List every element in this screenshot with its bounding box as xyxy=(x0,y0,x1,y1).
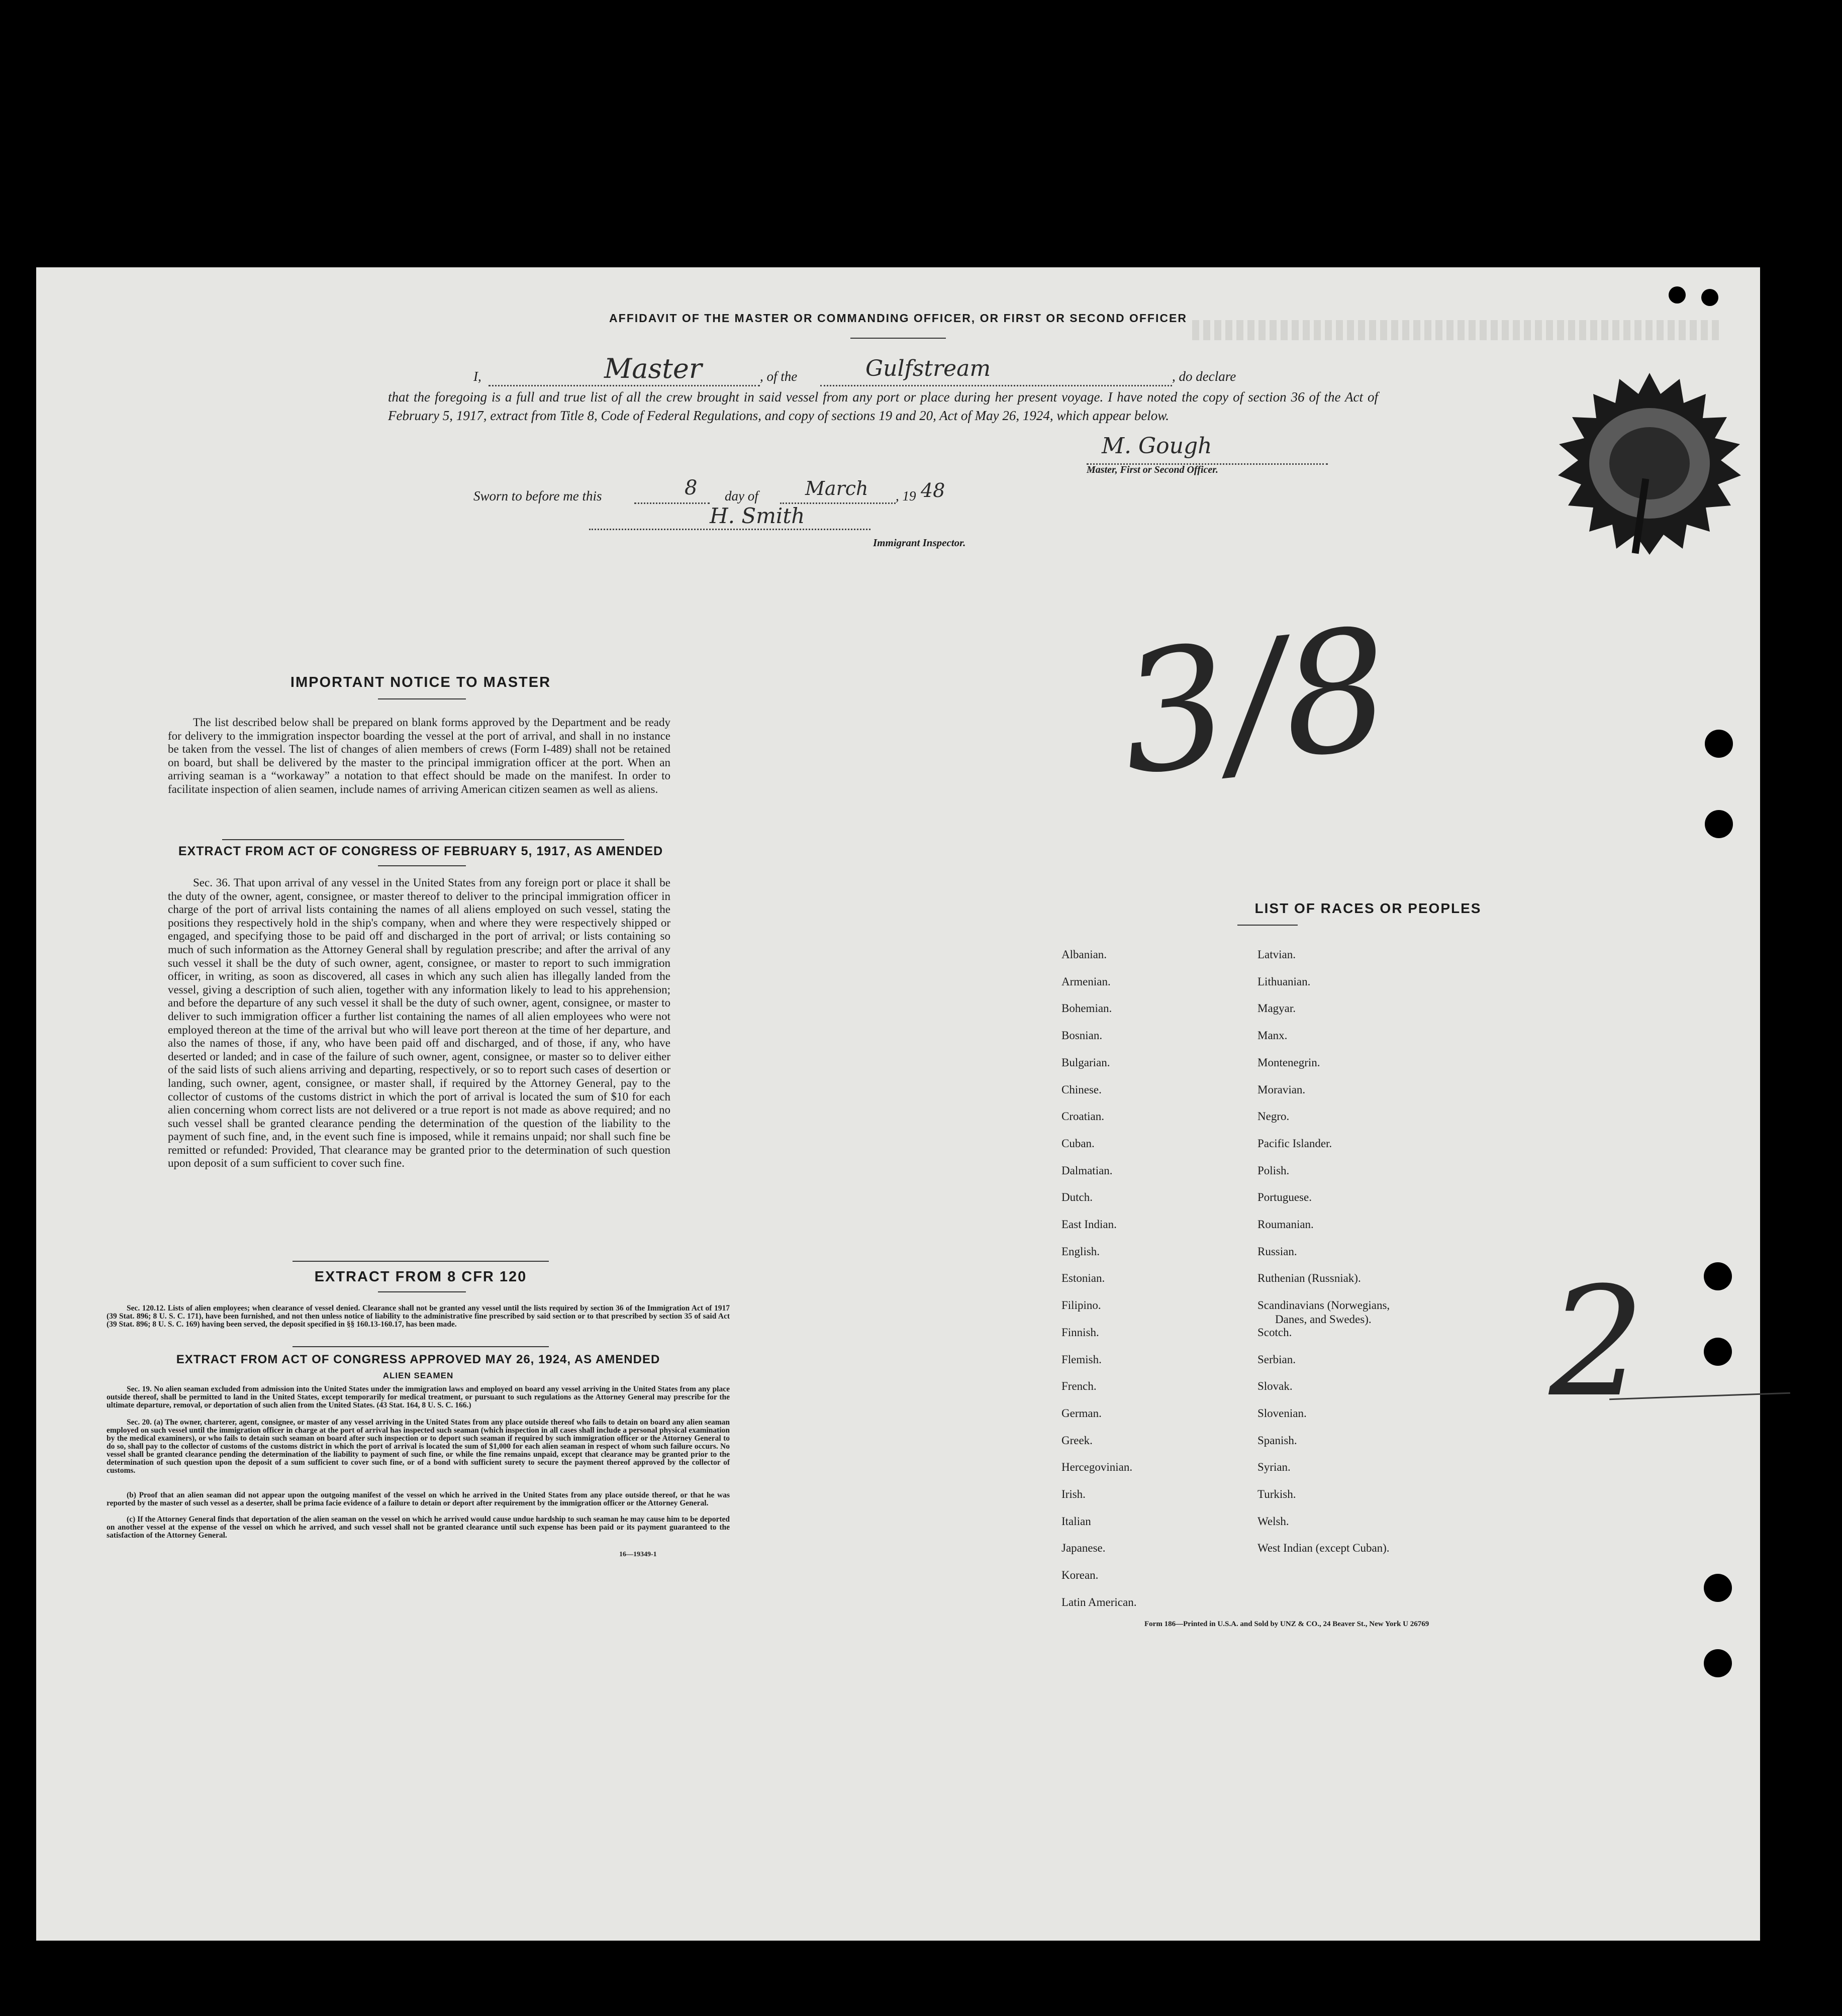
race-item-right: Turkish. xyxy=(1257,1488,1296,1500)
punch-hole-2 xyxy=(1705,810,1733,838)
race-item-left: Bosnian. xyxy=(1061,1029,1103,1042)
race-item-right: Slovenian. xyxy=(1257,1406,1307,1420)
affidavit-declare: , do declare xyxy=(1172,369,1236,384)
races-heading: LIST OF RACES OR PEOPLES xyxy=(1254,900,1482,916)
punch-hole-4 xyxy=(1704,1338,1732,1366)
act1917-top-rule xyxy=(222,839,624,840)
embossed-seal xyxy=(1544,368,1755,559)
master-caption: Master, First or Second Officer. xyxy=(1087,464,1218,475)
race-item-right: Scotch. xyxy=(1257,1326,1292,1339)
sworn-month-hand: March xyxy=(805,477,868,499)
race-item-left: Croatian. xyxy=(1061,1110,1104,1123)
race-item-right: Montenegrin. xyxy=(1257,1056,1320,1069)
act1924-form-code: 16—19349-1 xyxy=(619,1551,657,1558)
act1924-heading: EXTRACT FROM ACT OF CONGRESS APPROVED MAY 26, 1924, AS AMENDED xyxy=(176,1353,660,1366)
notice-body: The list described below shall be prepared on blank forms approved by the Department and be ready for delivery to the immigration inspector boarding the vessel at the port of arrival, and shall in no instance be taken from the vessel. The list of changes of alien members of crews (Form I-489) shall not be retained on board, but shall be delivered by the master to the principal immigration officer at the port. When an arriving seaman is a “workaway” a notation to that effect should be made on the manifest. In order to facilitate inspection of alien seamen, include names of arriving American citizen seamen as well as aliens. xyxy=(168,716,670,795)
act1924-top-rule xyxy=(293,1346,549,1347)
page-number-annotation: 2 xyxy=(1549,1255,1645,1430)
race-item-right: Spanish. xyxy=(1257,1434,1297,1447)
race-item-left: Estonian. xyxy=(1061,1272,1105,1285)
heading-divider xyxy=(850,338,946,339)
affidavit-master-name-hand: Master xyxy=(604,353,702,384)
notice-heading: IMPORTANT NOTICE TO MASTER xyxy=(290,674,551,690)
punch-hole-1 xyxy=(1705,730,1733,758)
race-item-right: Manx. xyxy=(1257,1029,1288,1042)
race-item-right: Roumanian. xyxy=(1257,1218,1314,1231)
notice-divider xyxy=(378,698,466,699)
race-item-right: Portuguese. xyxy=(1257,1191,1312,1204)
race-item-left: Bulgarian. xyxy=(1061,1056,1110,1069)
race-item-right: Moravian. xyxy=(1257,1083,1306,1096)
sworn-day-hand: 8 xyxy=(685,476,698,499)
date-mark-annotation: 3/8 xyxy=(1112,592,1398,812)
cfr-body: Sec. 120.12. Lists of alien employees; when clearance of vessel denied. Clearance shall not be granted any vessel until the lists required by section 36 of the Immigration Act of 1917 (39 Stat. 896; 8 U. S. C. 171), have been furnished, and not then unless notice of liability to the administrative fine prescribed by said section or to that prescribed by section 35 of said Act (39 Stat. 896; 8 U. S. C. 169) having been served, the deposit specified in §§ 160.13-160.17, has been made. xyxy=(107,1304,730,1329)
race-item-left: Flemish. xyxy=(1061,1353,1102,1366)
punch-hole-3 xyxy=(1704,1262,1732,1290)
act1917-divider xyxy=(378,865,466,866)
cfr-heading: EXTRACT FROM 8 CFR 120 xyxy=(314,1269,527,1285)
race-item-right: Russian. xyxy=(1257,1245,1297,1258)
staple-hole-1 xyxy=(1669,286,1686,304)
race-item-left: German. xyxy=(1061,1406,1102,1420)
master-signature: M. Gough xyxy=(1102,433,1212,459)
sworn-year-hand: 48 xyxy=(921,479,945,501)
race-item-left: Dutch. xyxy=(1061,1191,1093,1204)
race-item-left: French. xyxy=(1061,1380,1097,1393)
affidavit-heading: AFFIDAVIT OF THE MASTER OR COMMANDING OFFICER, OR FIRST OR SECOND OFFICER xyxy=(609,312,1187,325)
race-item-left: Korean. xyxy=(1061,1569,1099,1582)
printer-line: Form 186—Printed in U.S.A. and Sold by UNZ & CO., 24 Beaver St., New York U 26769 xyxy=(1144,1620,1429,1628)
sworn-prefix: Sworn to before me this xyxy=(473,488,602,503)
race-item-right: Serbian. xyxy=(1257,1353,1296,1366)
act1917-heading: EXTRACT FROM ACT OF CONGRESS OF FEBRUARY 5, 1917, AS AMENDED xyxy=(178,844,663,858)
punch-hole-5 xyxy=(1704,1574,1732,1602)
race-item-right: Slovak. xyxy=(1257,1380,1293,1393)
race-item-right: Pacific Islander. xyxy=(1257,1137,1332,1150)
race-item-right: Lithuanian. xyxy=(1257,975,1311,988)
race-item-left: Finnish. xyxy=(1061,1326,1099,1339)
race-item-left: Bohemian. xyxy=(1061,1002,1112,1015)
inspector-signature: H. Smith xyxy=(710,503,805,528)
race-item-right: Danes, and Swedes). xyxy=(1275,1313,1372,1326)
race-item-left: Italian xyxy=(1061,1515,1091,1528)
act1924-sec20c: (c) If the Attorney General finds that deportation of the alien seaman on the vessel on which he arrived would cause undue hardship to such seaman he may cause him to be deported on another vessel at the expense of the vessel on which he arrived, and such vessel shall not be granted clearance until such expense has been paid or its payment guaranteed to the satisfaction of the Attorney General. xyxy=(107,1515,730,1540)
cfr-divider xyxy=(378,1291,466,1292)
staple-hole-2 xyxy=(1701,289,1718,306)
race-item-left: Chinese. xyxy=(1061,1083,1102,1096)
act1917-body: Sec. 36. That upon arrival of any vessel in the United States from any foreign port or place it shall be the duty of the owner, agent, consignee, or master thereof to deliver to the principal immigration officer in charge of the port of arrival lists containing the names of all aliens employed on such vessel, stating the positions they respectively hold in the ship's company, when and where they were respectively shipped or engaged, and specifying those to be paid off and discharged in the port of arrival; or lists containing so much of such information as the Attorney General shall by regulation prescribe; and after the arrival of any such vessel it shall be the duty of such owner, agent, consignee, or master to report to such immigration officer, in writing, as soon as discovered, all cases in which any such alien has illegally landed from the vessel, giving a description of such alien, together with any information likely to lead to his apprehension; and before the departure of any such vessel it shall be the duty of such owner, agent, consignee, or master to deliver to such immigration officer a further list containing the names of all alien employees who were not employed thereon at the time of the arrival but who will leave port thereon at the time of her departure, and also the names of those, if any, who have been paid off and discharged, and of those, if any, who have deserted or landed; and in case of the failure of such owner, agent, consignee, or master so to deliver either of the said lists of such aliens arriving and departing, respectively, or so to report such cases of desertion or landing, such owner, agent, consignee, or master shall, if required by the Attorney General, pay to the collector of customs of the customs district in which the port of arrival is located the sum of $10 for each alien concerning whom correct lists are not delivered or a true report is not made as above required; and no such vessel shall be granted clearance pending the determination of the question of the liability to the payment of such fine, and, in the event such fine is imposed, while it remains unpaid; nor shall such fine be remitted or refunded: Provided, That clearance may be granted prior to the determination of such question upon deposit of a sum sufficient to cover such fine. xyxy=(168,876,670,1170)
race-item-right: Latvian. xyxy=(1257,948,1296,961)
race-item-left: Albanian. xyxy=(1061,948,1107,961)
affidavit-of-the: , of the xyxy=(760,369,798,384)
sworn-day-of: day of xyxy=(725,488,758,503)
race-item-left: Hercegovinian. xyxy=(1061,1461,1133,1474)
affidavit-vessel-hand: Gulfstream xyxy=(865,356,991,381)
race-item-left: Irish. xyxy=(1061,1488,1086,1500)
race-item-left: Greek. xyxy=(1061,1434,1093,1447)
sworn-year-prefix: , 19 xyxy=(896,488,916,503)
race-item-left: Japanese. xyxy=(1061,1542,1106,1555)
affidavit-body: that the foregoing is a full and true list of all the crew brought in said vessel from any port or place during her present voyage. I have noted the copy of section 36 of the Act of February 5, 1917, extract from Title 8, Code of Federal Regulations, and copy of sections 19 and 20, Act of May 26, 1924, which appear below. xyxy=(388,389,1378,423)
cfr-top-rule xyxy=(293,1261,549,1262)
race-item-right: Polish. xyxy=(1257,1164,1290,1177)
race-item-right: Ruthenian (Russniak). xyxy=(1257,1272,1361,1285)
inspector-caption: Immigrant Inspector. xyxy=(873,537,966,549)
act1924-sec20b: (b) Proof that an alien seaman did not appear upon the outgoing manifest of the vessel on which he arrived in the United States from any place outside thereof, or that he was reported by the master of such vessel as a deserter, shall be prima facie evidence of a failure to detain or deport after requirement by the immigration officer or the Attorney General. xyxy=(107,1491,730,1507)
race-item-left: Armenian. xyxy=(1061,975,1111,988)
race-item-right: Welsh. xyxy=(1257,1515,1289,1528)
race-item-right: Negro. xyxy=(1257,1110,1290,1123)
act1924-subheading: ALIEN SEAMEN xyxy=(382,1371,454,1380)
sworn-day-line xyxy=(634,484,710,504)
race-item-right: Magyar. xyxy=(1257,1002,1296,1015)
race-item-right: Scandinavians (Norwegians, xyxy=(1257,1299,1390,1312)
document-sheet xyxy=(36,267,1760,1941)
race-item-left: Latin American. xyxy=(1061,1595,1137,1608)
race-item-left: East Indian. xyxy=(1061,1218,1117,1231)
race-item-right: West Indian (except Cuban). xyxy=(1257,1542,1390,1555)
act1924-sec19: Sec. 19. No alien seaman excluded from admission into the United States under the immigration laws and employed on board any vessel arriving in the United States from any place outside thereof, shall be permitted to land in the United States, except temporarily for medical treatment, or pursuant to such regulations as the Attorney General may prescribe for the ultimate departure, removal, or deportation of such alien from the United States. (43 Stat. 164, 8 U. S. C. 166.) xyxy=(107,1385,730,1409)
race-item-left: Dalmatian. xyxy=(1061,1164,1113,1177)
race-item-left: Filipino. xyxy=(1061,1299,1101,1312)
punch-hole-6 xyxy=(1704,1649,1732,1677)
race-item-left: Cuban. xyxy=(1061,1137,1095,1150)
affidavit-line1-prefix: I, xyxy=(473,369,481,384)
races-divider xyxy=(1237,925,1298,926)
race-item-right: Syrian. xyxy=(1257,1461,1291,1474)
act1924-sec20a: Sec. 20. (a) The owner, charterer, agent, consignee, or master of any vessel arriving in the United States from any place outside thereof who fails to detain on board any alien seaman employed on such vessel until the immigration officer in charge at the port of arrival has inspected such seaman (which inspection in all cases shall include a personal physical examination by the medical examiners), or who fails to detain such seaman on board after such inspection or to deport such seaman if required by such immigration officer or the Attorney General to do so, shall pay to the collector of customs of the customs district in which the port of arrival is located the sum of $1,000 for each alien seaman in respect of whom such failure occurs. No vessel shall be granted clearance pending the determination of the liability to payment of such fine, or while the fine remains unpaid, except that clearance may be granted prior to the determination of such question upon the deposit of a sum sufficient to cover such fine, or of a bond with sufficient surety to secure the payment thereof approved by the collector of customs. xyxy=(107,1418,730,1475)
race-item-left: English. xyxy=(1061,1245,1100,1258)
